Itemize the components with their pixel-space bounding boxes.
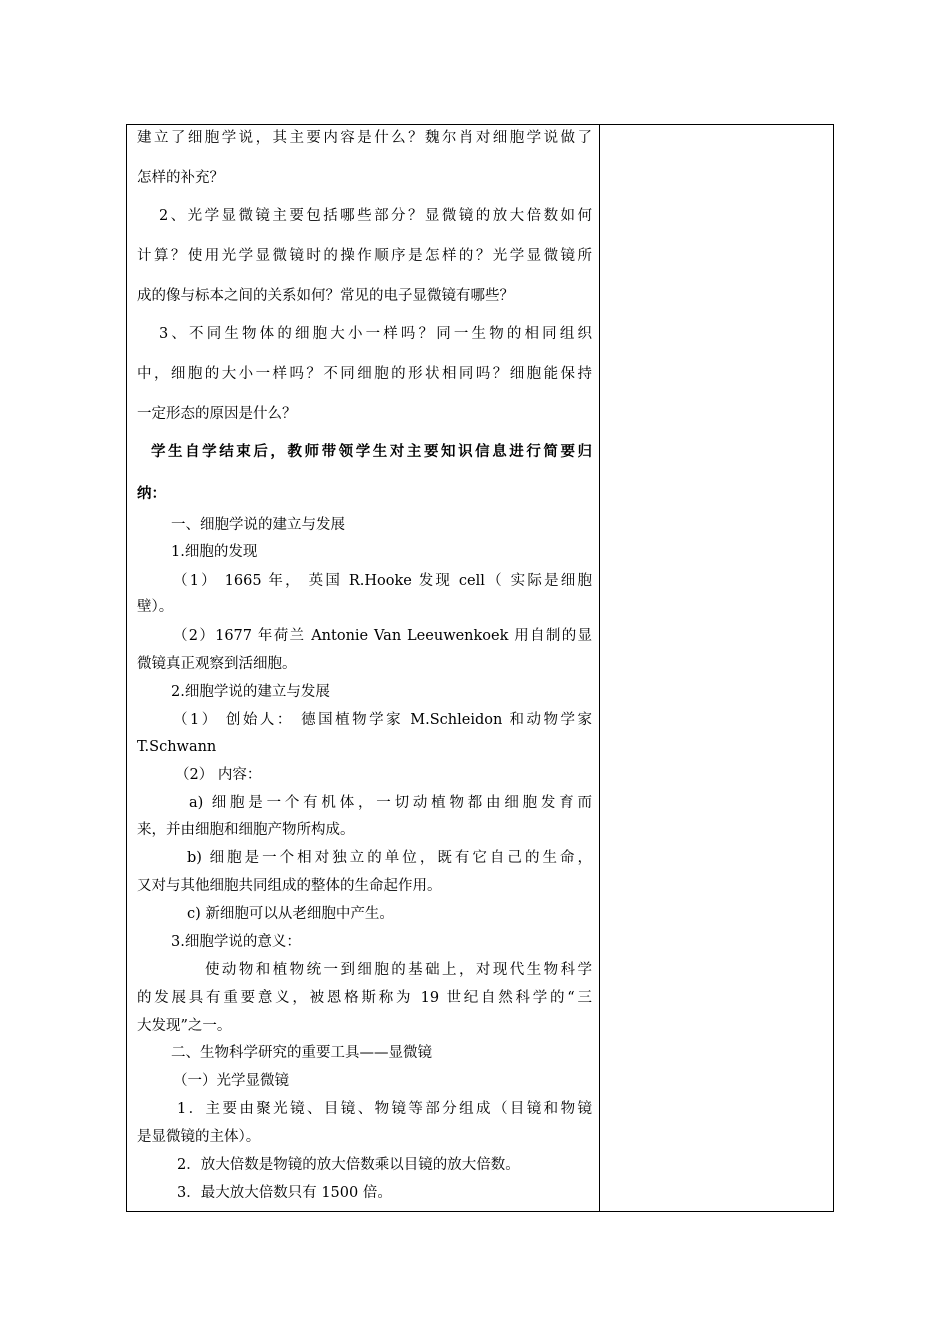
text-line: a) 细胞是一个有机体，一切动植物都由细胞发育而 [189, 795, 592, 811]
text-line: （2）1677 年荷兰 Antonie Van Leeuwenkoek 用自制的显 [173, 628, 592, 644]
text-line: 微镜真正观察到活细胞。 [137, 656, 297, 672]
text-line: （2） 内容： [175, 767, 262, 783]
text-line: T.Schwann [137, 739, 217, 755]
text-line: 3．最大放大倍数只有 1500 倍。 [177, 1185, 392, 1201]
text-line: 使动物和植物统一到细胞的基础上，对现代生物科学 [205, 962, 592, 978]
subsection-heading: 2.细胞学说的建立与发展 [171, 684, 330, 700]
section-heading: 一、细胞学说的建立与发展 [171, 517, 345, 533]
text-line: 2．放大倍数是物镜的放大倍数乘以目镜的放大倍数。 [177, 1157, 520, 1173]
subsection-heading: 3.细胞学说的意义： [171, 934, 301, 950]
lesson-table [126, 124, 834, 1212]
text-line: 来，并由细胞和细胞产物所构成。 [137, 822, 355, 838]
column-divider [599, 125, 600, 1211]
text-line: 中，细胞的大小一样吗？不同细胞的形状相同吗？细胞能保持 [137, 366, 592, 382]
text-line: 1．主要由聚光镜、目镜、物镜等部分组成（目镜和物镜 [177, 1101, 592, 1117]
text-line: 又对与其他细胞共同组成的整体的生命起作用。 [137, 878, 442, 894]
text-line: 计算？使用光学显微镜时的操作顺序是怎样的？光学显微镜所 [137, 248, 592, 264]
text-line: 学生自学结束后，教师带领学生对主要知识信息进行简要归 [151, 443, 592, 460]
subsection-heading: 1.细胞的发现 [171, 544, 258, 560]
text-line: 是显微镜的主体）。 [137, 1129, 261, 1145]
text-line: 纳： [137, 485, 166, 502]
text-line: 2、光学显微镜主要包括哪些部分？显微镜的放大倍数如何 [159, 208, 592, 224]
text-line: 壁）。 [137, 599, 174, 615]
text-line: 大发现”之一。 [137, 1018, 232, 1034]
text-line: 3、不同生物体的细胞大小一样吗？同一生物的相同组织 [159, 326, 592, 342]
text-line: 的发展具有重要意义，被恩格斯称为 19 世纪自然科学的“三 [137, 990, 592, 1006]
subsection-heading: （一）光学显微镜 [173, 1073, 289, 1089]
text-line: b) 细胞是一个相对独立的单位，既有它自己的生命， [187, 850, 592, 866]
text-line: 建立了细胞学说，其主要内容是什么？魏尔肖对细胞学说做了 [137, 130, 592, 146]
text-line: 成的像与标本之间的关系如何？常见的电子显微镜有哪些？ [137, 288, 514, 304]
text-line: c) 新细胞可以从老细胞中产生。 [187, 906, 394, 922]
text-line: 一定形态的原因是什么？ [137, 406, 297, 422]
section-heading: 二、生物科学研究的重要工具——显微镜 [171, 1045, 432, 1061]
text-line: （1） 创始人： 德国植物学家 M.Schleidon 和动物学家 [173, 712, 592, 728]
text-line: （1） 1665 年， 英国 R.Hooke 发现 cell（ 实际是细胞 [173, 573, 592, 589]
notes-column [601, 125, 833, 1211]
text-line: 怎样的补充？ [137, 170, 224, 186]
